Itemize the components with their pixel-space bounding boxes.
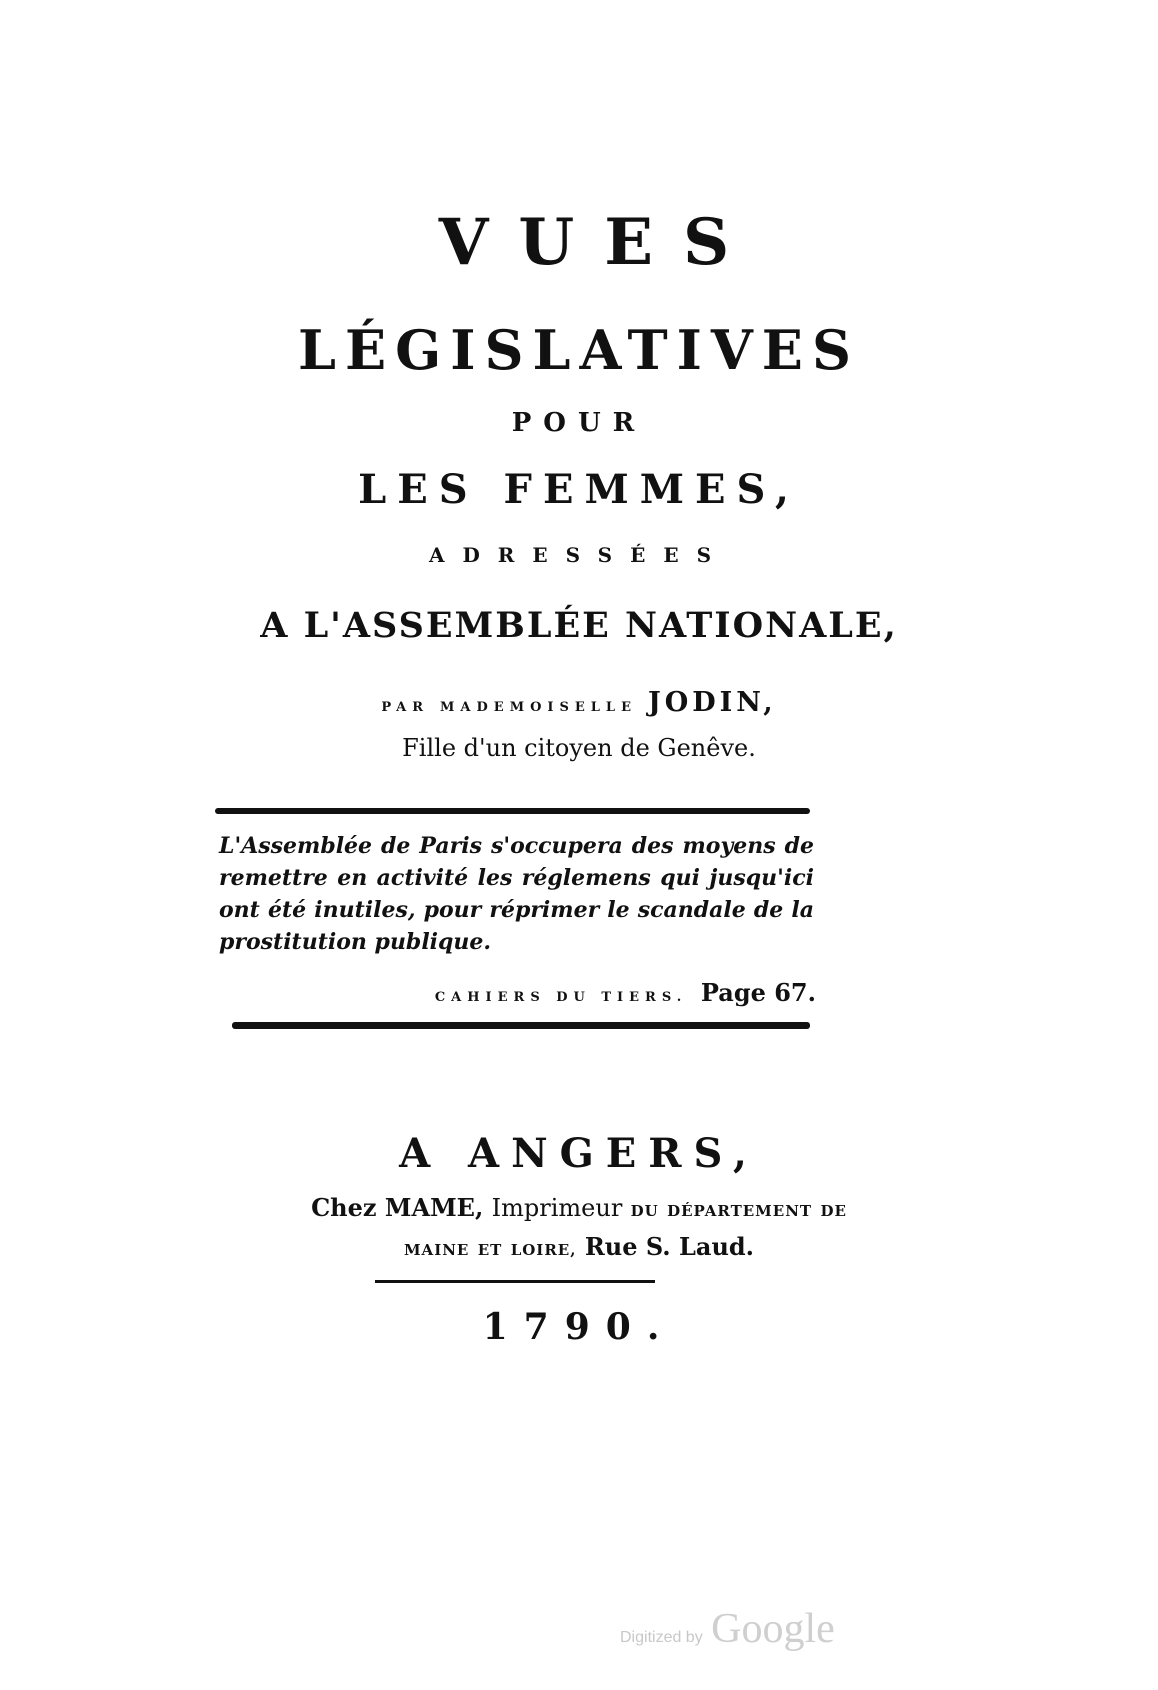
author-description: Fille d'un citoyen de Genêve.	[402, 734, 756, 762]
title-line-les-femmes: LES FEMMES,	[358, 466, 800, 513]
title-line-pour: POUR	[511, 408, 647, 438]
digitized-watermark	[620, 1605, 835, 1653]
author-par: PAR	[381, 700, 430, 715]
imprint-chez: Chez	[311, 1193, 377, 1222]
imprint-maine: MAINE	[403, 1241, 470, 1259]
imprint-de: DE	[820, 1202, 847, 1220]
imprint-departement: DÉPARTEMENT	[667, 1202, 813, 1220]
top-rule	[215, 808, 810, 814]
imprint-rule	[375, 1280, 655, 1283]
author-line	[0, 687, 1158, 718]
imprint-loire: LOIRE,	[510, 1241, 577, 1259]
epigraph-page: Page 67.	[700, 978, 816, 1007]
title-line-legislatives: LÉGISLATIVES	[298, 318, 860, 382]
imprint-line-2	[0, 1232, 1158, 1261]
epigraph-text: L'Assemblée de Paris s'occupera des moyens de remettre en activité les réglemens qui jusqu'ici ont été inutiles, pour réprimer le scandale de la prostitution publique.	[219, 833, 814, 955]
watermark-prefix: Digitized by	[620, 1629, 703, 1646]
imprint-et: ET	[477, 1241, 503, 1259]
bottom-rule	[232, 1022, 810, 1029]
imprint-street: Rue S. Laud.	[584, 1232, 755, 1261]
epigraph-source	[435, 978, 816, 1007]
imprint-imprimeur: Imprimeur	[491, 1194, 623, 1222]
imprint-line-1	[0, 1193, 1158, 1222]
author-honorific: MADEMOISELLE	[440, 700, 637, 715]
watermark-brand: Google	[711, 1606, 835, 1652]
imprint-year: 1790.	[482, 1306, 676, 1348]
imprint-printer: MAME,	[384, 1193, 484, 1222]
title-line-adressees: ADRESSÉES	[428, 543, 730, 567]
imprint-city: A ANGERS,	[399, 1130, 759, 1177]
epigraph-source-title: CAHIERS DU TIERS.	[434, 990, 688, 1005]
title-line-assemblee: A L'ASSEMBLÉE NATIONALE,	[260, 605, 898, 646]
imprint-du: DU	[630, 1202, 659, 1220]
title-line-vues: VUES	[438, 205, 760, 280]
author-name: JODIN,	[647, 687, 777, 718]
